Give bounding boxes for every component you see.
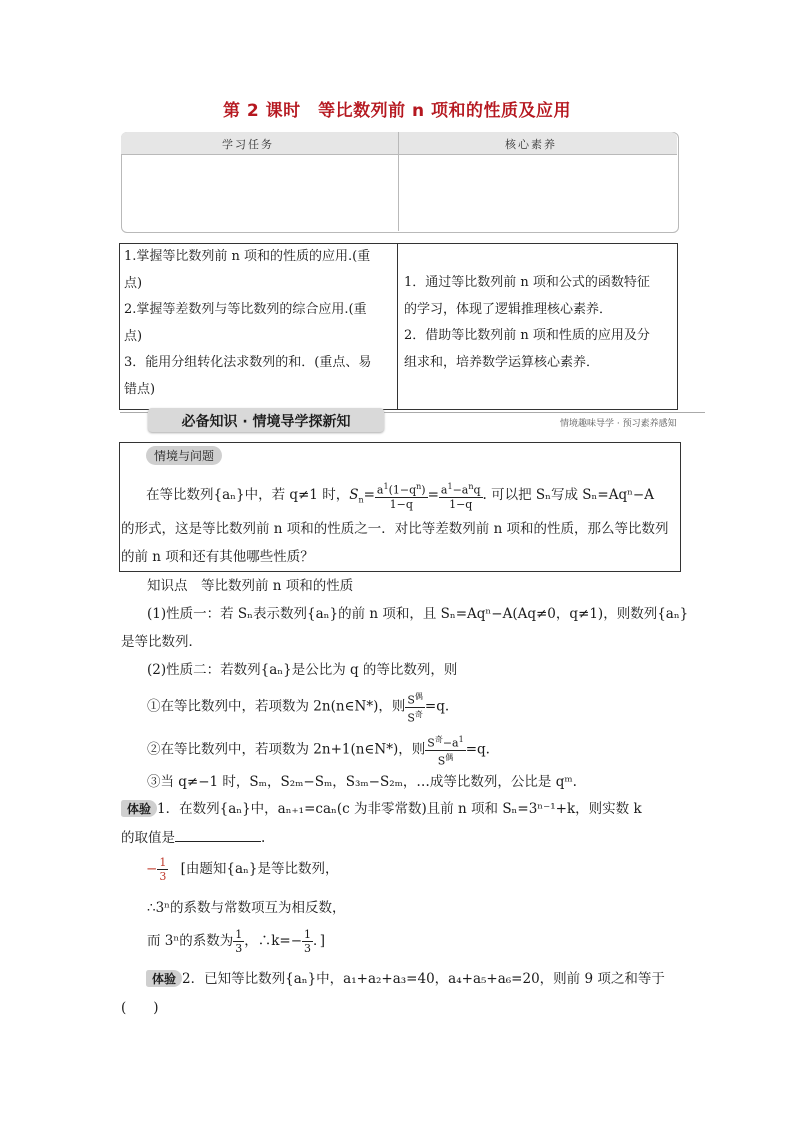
table-right-line: 的学习，体现了逻辑推理核心素养．	[404, 301, 613, 317]
answer-sign: −	[146, 861, 158, 877]
answer-blank	[175, 829, 261, 842]
knowledge-line: (1)性质一：若 Sₙ表示数列{aₙ}的前 n 项和，且 Sₙ=Aqⁿ−A(Aq≠0，q≠1)，则数列{aₙ}	[147, 606, 689, 622]
table-right-cell	[404, 270, 650, 376]
knowledge-text: ②在等比数列中，若项数为 2n+1(n∈N*)，则	[147, 741, 426, 758]
table-right-line: 2．借助等比数列前 n 项和性质的应用及分	[404, 328, 650, 343]
exercise-1-line-2: 的取值是 .	[121, 830, 266, 846]
table-left-line: 点)	[124, 275, 143, 291]
answer-value	[146, 856, 168, 883]
header-label-literacy: 核心素养	[505, 138, 557, 151]
knowledge-text: =q.	[465, 741, 490, 758]
table-left-line: 1.掌握等比数列前 n 项和的性质的应用.(重	[124, 249, 371, 264]
solution-text: ．]	[313, 933, 326, 949]
table-left-line: 错点)	[124, 381, 156, 397]
solution-text: ，∴k=−	[244, 933, 303, 949]
table-left-line: 2.掌握等差数列与等比数列的综合应用.(重	[124, 302, 367, 317]
content-table-divider	[397, 243, 398, 410]
exercise-1	[121, 797, 642, 817]
exercise-2	[146, 967, 665, 987]
solution-line	[147, 928, 325, 955]
exercise-text: 2．已知等比数列{aₙ}中，a₁+a₂+a₃=40，a₄+a₅+a₆=20，则前 9 项之和等于	[182, 971, 665, 987]
table-right-line: 1．通过等比数列前 n 项和公式的函数特征	[404, 275, 650, 290]
fraction: $\frac{1}{3}$	[235, 928, 243, 955]
knowledge-text: ①在等比数列中，若项数为 2n(n∈N*)，则	[147, 698, 406, 715]
knowledge-line: ③当 q≠−1 时，Sₘ，S₂ₘ−Sₘ，S₃ₘ−S₂ₘ，…成等比数列，公比是 qᵐ.	[147, 774, 577, 790]
table-right-line: 组求和，培养数学运算核心素养．	[404, 354, 600, 370]
context-text: 在等比数列{aₙ}中，若 q≠1 时，	[146, 486, 350, 503]
answer-numerator: 1	[159, 856, 167, 869]
fraction: $\frac{S^偶}{S^奇}$	[407, 692, 423, 725]
exercise-text: 1．在数列{aₙ}中，aₙ₊₁=caₙ(c 为非零常数)且前 n 项和 Sₙ=3ⁿ⁻¹+k，则实数 k	[157, 801, 642, 817]
table-left-cell	[124, 244, 371, 403]
solution-text: 而 3ⁿ的系数为	[147, 933, 234, 949]
exercise-2-options: ( )	[121, 1000, 159, 1016]
exercise-badge: 体验	[146, 970, 182, 987]
exercise-1-answer	[146, 856, 338, 883]
knowledge-line: (2)性质二：若数列{aₙ}是公比为 q 的等比数列，则	[147, 662, 458, 678]
context-line-1: 在等比数列{aₙ}中，若 q≠1 时，$S_n=$ $\frac{a^1(1-q^n)}{1-q}$ = $\frac{a^1-a^nq}{1-q}$ . 可以把 Sₙ写成 Sₙ=Aqⁿ−A	[146, 482, 654, 511]
table-left-line: 点)	[124, 328, 143, 344]
header-row	[121, 132, 677, 155]
section-subtitle: 情境趣味导学 · 预习素养感知	[560, 419, 677, 429]
solution-line: ∴3ⁿ的系数与常数项互为相反数，	[147, 900, 346, 916]
section-title: 必备知识 · 情境导学探新知	[181, 414, 351, 430]
context-line-3: 的前 n 项和还有其他哪些性质？	[121, 549, 314, 565]
fraction: $\frac{S^奇-a^1}{S^偶}$	[427, 735, 464, 768]
knowledge-text: =q.	[424, 698, 450, 715]
knowledge-line	[147, 733, 490, 767]
fraction	[157, 856, 168, 883]
header-label-tasks: 学习任务	[222, 138, 274, 151]
exercise-text: 的取值是	[121, 830, 175, 846]
context-badge-label: 情境与问题	[146, 446, 222, 465]
exercise-badge: 体验	[121, 800, 157, 817]
answer-denominator: 3	[159, 870, 167, 883]
knowledge-line: 是等比数列．	[121, 634, 202, 650]
page-title: 第 2 课时 等比数列前 n 项和的性质及应用	[222, 101, 572, 121]
knowledge-line	[147, 690, 449, 724]
context-line-2: 的形式，这是等比数列前 n 项和的性质之一．对比等差数列前 n 项和的性质，那么等比数列	[121, 521, 669, 537]
fraction: $\frac{1}{3}$	[304, 928, 312, 955]
header-divider	[398, 132, 399, 231]
knowledge-heading: 知识点 等比数列前 n 项和的性质	[147, 578, 354, 594]
context-badge	[146, 446, 222, 465]
fraction: $\frac{a^1-a^nq}{1-q}$	[440, 482, 481, 511]
context-text: . 可以把 Sₙ写成 Sₙ=Aqⁿ−A	[482, 486, 654, 503]
solution-text: [由题知{aₙ}是等比数列，	[180, 861, 339, 877]
table-left-line: 3．能用分组转化法求数列的和．(重点、易	[124, 355, 372, 370]
fraction: $\frac{a^1(1-q^n)}{1-q}$	[376, 482, 426, 511]
